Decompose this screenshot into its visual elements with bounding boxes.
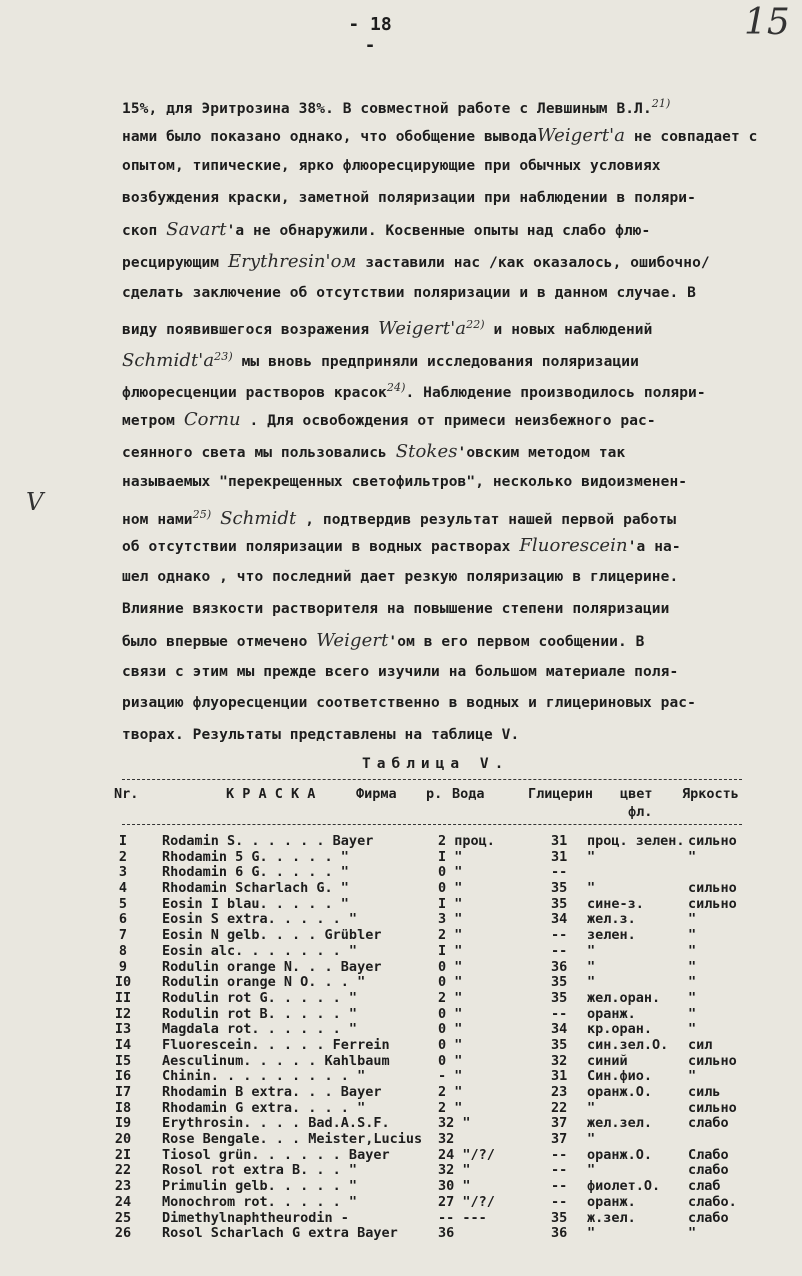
table-row	[0, 1163, 802, 1179]
water-value: 0 "	[438, 880, 463, 897]
table-row	[0, 1226, 802, 1242]
water-value: 24 "/?/	[438, 1146, 495, 1163]
table-row	[0, 1038, 802, 1054]
fluorescence-color: жел.оран.	[587, 989, 661, 1006]
water-value: -- ---	[438, 1209, 487, 1226]
row-number: I5	[114, 1052, 132, 1069]
glycerin-value: 35	[551, 895, 568, 912]
handwritten-insert: Stokes	[395, 440, 458, 462]
row-number: 4	[118, 880, 128, 897]
brightness-value: слабо	[688, 1115, 729, 1132]
brightness-value: силь	[688, 1084, 721, 1100]
fluorescence-color: сине-з.	[587, 895, 644, 912]
brightness-value: "	[688, 1021, 697, 1038]
row-number: 9	[118, 958, 128, 975]
page-number: - 18 -	[348, 14, 392, 56]
typed-text: Влияние вязкости растворителя на повышение степени поляризации	[122, 600, 670, 617]
typed-text: 15%, для Эритрозина 38%. В совместной работе с Левшиным В.Л.	[122, 100, 652, 117]
water-value: 2 проц.	[438, 833, 495, 849]
handwritten-margin-mark: V	[26, 488, 44, 516]
glycerin-value: --	[551, 1005, 568, 1022]
water-value: 27 "/?/	[438, 1193, 495, 1210]
row-number: 24	[114, 1193, 132, 1210]
fluorescence-color: ж.зел.	[587, 1209, 636, 1226]
text-line	[122, 183, 752, 215]
typed-text: . Наблюдение производилось поляри-	[405, 385, 706, 402]
dye-name-and-firm: Chinin. . . . . . . . . "	[162, 1068, 366, 1085]
dye-name-and-firm: Rosol Scharlach G extra Bayer	[162, 1225, 398, 1242]
glycerin-value: --	[551, 864, 568, 881]
text-line	[122, 88, 752, 120]
fluorescence-color: "	[587, 848, 596, 865]
brightness-value: "	[688, 848, 697, 865]
typed-text: флюоресценции растворов красок	[122, 385, 387, 402]
body-paragraph	[122, 88, 758, 751]
brightness-value: "	[688, 927, 697, 944]
handwritten-insert: Weigert	[316, 630, 389, 652]
row-number: I0	[114, 974, 132, 991]
dye-name-and-firm: Rodulin rot B. . . . . "	[162, 1005, 358, 1022]
glycerin-value: --	[551, 1162, 568, 1179]
typed-text: метром	[122, 412, 184, 429]
brightness-value: "	[688, 974, 697, 991]
handwritten-footnote-ref: 24)	[386, 381, 406, 395]
row-number: 8	[118, 942, 128, 959]
typed-text: 'а не обнаружили. Косвенные опыты над слабо флю-	[226, 223, 651, 240]
dye-name-and-firm: Primulin gelb. . . . . "	[162, 1178, 358, 1195]
handwritten-insert: Savart	[166, 219, 227, 241]
table-row	[0, 1101, 802, 1117]
brightness-value: "	[688, 958, 697, 975]
text-line	[122, 594, 752, 626]
header-color: цвет	[620, 786, 653, 802]
table-row	[0, 1069, 802, 1085]
text-line	[122, 341, 752, 373]
dye-name-and-firm: Rodulin orange N O. . . "	[162, 974, 366, 991]
dye-name-and-firm: Monochrom rot. . . . . "	[162, 1193, 358, 1210]
text-line	[122, 657, 752, 689]
fluorescence-color: "	[587, 942, 596, 959]
dye-name-and-firm: Rodulin orange N. . . Bayer	[162, 958, 382, 975]
glycerin-value: 36	[551, 958, 568, 975]
table-row	[0, 960, 802, 976]
text-line	[122, 499, 752, 531]
brightness-value: "	[688, 942, 697, 959]
header-nr: Nr.	[114, 786, 139, 802]
table-row	[0, 850, 802, 866]
typed-text: сеянного света мы пользовались	[122, 444, 396, 461]
water-value: 3 "	[438, 911, 463, 928]
glycerin-value: --	[551, 1178, 568, 1195]
dye-name-and-firm: Eosin N gelb. . . . Grübler	[162, 927, 382, 944]
brightness-value: сил	[688, 1036, 713, 1053]
row-number: 3	[118, 864, 128, 881]
fluorescence-color: "	[587, 1131, 596, 1148]
handwritten-footnote-ref: 21)	[651, 97, 671, 110]
glycerin-value: --	[551, 1193, 568, 1210]
typed-text: ресцирующим	[122, 254, 228, 271]
table-row	[0, 1211, 802, 1227]
water-value: 0 "	[438, 1005, 463, 1022]
table-row	[0, 1195, 802, 1211]
dye-name-and-firm: Rodulin rot G. . . . . "	[162, 989, 358, 1006]
row-number: 7	[118, 927, 128, 944]
header-p: р.	[426, 786, 443, 802]
glycerin-value: 36	[551, 1225, 568, 1242]
glycerin-value: 37	[551, 1131, 568, 1148]
row-number: 23	[114, 1178, 132, 1195]
table-title: Таблица V.	[362, 756, 510, 772]
water-value: 32	[438, 1131, 455, 1148]
table-row	[0, 1148, 802, 1164]
water-value: 32 "	[438, 1162, 471, 1179]
fluorescence-color: жел.з.	[587, 911, 636, 928]
header-kraska: К Р А С К А	[226, 786, 316, 802]
handwritten-insert: Weigert'a	[537, 124, 626, 146]
table-row	[0, 1007, 802, 1023]
glycerin-value: 34	[551, 911, 568, 928]
typed-text: не совпадает с	[625, 128, 758, 145]
handwritten-insert: Weigert'a	[378, 317, 467, 339]
glycerin-value: 34	[551, 1021, 568, 1038]
table-row	[0, 991, 802, 1007]
row-number: 6	[118, 911, 128, 928]
fluorescence-color: оранж.О.	[587, 1084, 653, 1100]
typed-text: об отсутствии поляризации в водных растворах	[122, 539, 520, 556]
brightness-value: "	[688, 911, 697, 928]
brightness-value: сильно	[688, 895, 737, 912]
water-value: 2 "	[438, 989, 463, 1006]
glycerin-value: 32	[551, 1052, 568, 1069]
fluorescence-color: синий	[587, 1052, 628, 1069]
typed-text: связи с этим мы прежде всего изучили на большом материале поля-	[122, 663, 679, 680]
water-value: 36	[438, 1225, 455, 1242]
typed-text: ризацию флуоресценции соответственно в водных и глицериновых рас-	[122, 695, 696, 712]
typed-text: ном нами	[122, 511, 193, 528]
glycerin-value: 35	[551, 974, 568, 991]
brightness-value: "	[688, 1005, 697, 1022]
table-body	[0, 834, 802, 1242]
water-value: 2 "	[438, 1099, 463, 1116]
table-row	[0, 897, 802, 913]
fluorescence-color: фиолет.О.	[587, 1178, 661, 1195]
typed-text: шел однако , что последний дает резкую поляризацию в глицерине.	[122, 568, 679, 585]
glycerin-value: 37	[551, 1115, 568, 1132]
brightness-value: сильно	[688, 1052, 737, 1069]
typed-text: 'а на-	[627, 539, 681, 556]
water-value: 0 "	[438, 1036, 463, 1053]
fluorescence-color: оранж.О.	[587, 1146, 653, 1163]
text-line	[122, 246, 752, 278]
glycerin-value: 23	[551, 1084, 568, 1100]
brightness-value: "	[688, 1068, 697, 1085]
dye-name-and-firm: Rhodamin G extra. . . . "	[162, 1099, 366, 1116]
text-line	[122, 214, 752, 246]
table-row	[0, 975, 802, 991]
fluorescence-color: "	[587, 1099, 596, 1116]
dye-name-and-firm: Eosin I blau. . . . . "	[162, 895, 349, 912]
typed-text: , подтвердив результат нашей первой работы	[296, 511, 677, 528]
fluorescence-color: проц. зелен.	[587, 833, 685, 849]
typed-text: нами было показано однако, что обобщение вывода	[122, 128, 537, 145]
glycerin-value: 35	[551, 989, 568, 1006]
dye-name-and-firm: Dimethylnaphtheurodin -	[162, 1209, 349, 1226]
glycerin-value: 22	[551, 1099, 568, 1116]
text-line	[122, 404, 752, 436]
text-line	[122, 309, 752, 341]
typed-text: возбуждения краски, заметной поляризации при наблюдении в поляри-	[122, 189, 696, 206]
dye-name-and-firm: Erythrosin. . . . Bad.A.S.F.	[162, 1115, 390, 1132]
typed-text: было впервые отмечено	[122, 634, 317, 651]
water-value: I "	[438, 942, 463, 959]
header-firma: Фирма	[356, 786, 397, 802]
handwritten-insert: Fluorescein	[519, 535, 628, 557]
brightness-value: слабо	[688, 1162, 729, 1179]
typed-text: мы вновь предприняли исследования поляризации	[232, 353, 639, 370]
brightness-value: "	[688, 989, 697, 1006]
fluorescence-color: зелен.	[587, 927, 636, 944]
handwritten-insert: Schmidt	[220, 507, 297, 529]
water-value: 32 "	[438, 1115, 471, 1132]
table-header	[114, 786, 754, 822]
fluorescence-color: "	[587, 880, 596, 897]
text-line	[122, 688, 752, 720]
row-number: 20	[114, 1131, 132, 1148]
fluorescence-color: "	[587, 1162, 596, 1179]
dye-name-and-firm: Aesculinum. . . . . Kahlbaum	[162, 1052, 390, 1069]
table-row	[0, 834, 802, 850]
glycerin-value: 35	[551, 1209, 568, 1226]
table-row	[0, 1132, 802, 1148]
water-value: 2 "	[438, 1084, 463, 1100]
table-row	[0, 865, 802, 881]
handwritten-footnote-ref: 25)	[192, 507, 212, 521]
header-brightness: Яркость	[682, 786, 739, 802]
dye-name-and-firm: Rhodamin B extra. . . Bayer	[162, 1084, 382, 1100]
brightness-value: слаб	[688, 1178, 721, 1195]
row-number: I4	[114, 1036, 132, 1053]
glycerin-value: 35	[551, 880, 568, 897]
table-row	[0, 912, 802, 928]
brightness-value: Слабо	[688, 1146, 729, 1163]
fluorescence-color: жел.зел.	[587, 1115, 653, 1132]
header-voda: Вода	[452, 786, 485, 802]
row-number: 5	[118, 895, 128, 912]
typed-text: 'овским методом так	[457, 444, 626, 461]
brightness-value: сильно	[688, 880, 737, 897]
text-line	[122, 278, 752, 310]
row-number: 2I	[114, 1146, 132, 1163]
row-number: II	[114, 989, 132, 1006]
text-line	[122, 562, 752, 594]
text-line	[122, 720, 752, 752]
glycerin-value: 31	[551, 833, 568, 849]
fluorescence-color: оранж.	[587, 1005, 636, 1022]
table-row	[0, 1085, 802, 1101]
header-color-2: фл.	[628, 804, 653, 820]
glycerin-value: --	[551, 1146, 568, 1163]
text-line	[122, 625, 752, 657]
table-header-rule	[122, 824, 742, 825]
brightness-value: сильно	[688, 1099, 737, 1116]
brightness-value: слабо.	[688, 1193, 737, 1210]
text-line	[122, 120, 758, 152]
row-number: I9	[114, 1115, 132, 1132]
typed-text: скоп	[122, 223, 167, 240]
glycerin-value: --	[551, 942, 568, 959]
table-row	[0, 1054, 802, 1070]
glycerin-value: 31	[551, 1068, 568, 1085]
row-number: I2	[114, 1005, 132, 1022]
fluorescence-color: "	[587, 974, 596, 991]
typed-text: и новых наблюдений	[484, 321, 653, 338]
fluorescence-color: "	[587, 958, 596, 975]
typed-text: виду появившегося возражения	[122, 321, 379, 338]
typed-text: творах. Результаты представлены на таблице V.	[122, 726, 520, 743]
typed-text: называемых "перекрещенных светофильтров", несколько видоизменен-	[122, 474, 688, 491]
row-number: 25	[114, 1209, 132, 1226]
glycerin-value: 31	[551, 848, 568, 865]
handwritten-footnote-ref: 23)	[214, 349, 233, 363]
handwritten-insert: Cornu	[183, 408, 241, 430]
row-number: I8	[114, 1099, 132, 1116]
table-row	[0, 1179, 802, 1195]
table-row	[0, 1116, 802, 1132]
water-value: 2 "	[438, 927, 463, 944]
dye-name-and-firm: Magdala rot. . . . . . "	[162, 1021, 358, 1038]
handwritten-insert: Erythresin'ом	[227, 250, 357, 272]
typed-text	[211, 512, 220, 528]
water-value: I "	[438, 848, 463, 865]
row-number: I3	[114, 1021, 132, 1038]
dye-name-and-firm: Rodamin S. . . . . . Bayer	[162, 833, 374, 849]
fluorescence-color: син.зел.О.	[587, 1036, 669, 1053]
water-value: 0 "	[438, 1052, 463, 1069]
brightness-value: сильно	[688, 833, 737, 849]
typed-text: 'ом в его первом сообщении. В	[388, 634, 645, 651]
handwritten-footnote-ref: 22)	[466, 318, 485, 332]
handwritten-sheet-number: 15	[744, 2, 790, 43]
text-line	[122, 436, 752, 468]
typed-text: . Для освобождения от примеси неизбежного рас-	[240, 412, 656, 429]
row-number: I6	[114, 1068, 132, 1085]
brightness-value: слабо	[688, 1209, 729, 1226]
table-top-rule	[122, 779, 742, 780]
water-value: 0 "	[438, 958, 463, 975]
typed-text: заставили нас /как оказалось, ошибочно/	[356, 254, 710, 271]
fluorescence-color: оранж.	[587, 1193, 636, 1210]
table-row	[0, 1022, 802, 1038]
typed-text: сделать заключение об отсутствии поляризации и в данном случае. В	[122, 284, 696, 301]
text-line	[122, 151, 752, 183]
handwritten-insert: Schmidt'a	[122, 349, 215, 371]
row-number: 26	[114, 1225, 132, 1242]
table-row	[0, 881, 802, 897]
text-line	[122, 467, 752, 499]
dye-name-and-firm: Fluorescein. . . . . Ferrein	[162, 1036, 390, 1053]
fluorescence-color: "	[587, 1225, 596, 1242]
dye-name-and-firm: Rosol rot extra B. . . "	[162, 1162, 358, 1179]
row-number: I	[118, 833, 128, 849]
water-value: 0 "	[438, 864, 463, 881]
water-value: 0 "	[438, 1021, 463, 1038]
row-number: 22	[114, 1162, 132, 1179]
glycerin-value: --	[551, 927, 568, 944]
dye-name-and-firm: Rhodamin 6 G. . . . . "	[162, 864, 349, 881]
brightness-value: "	[688, 1225, 697, 1242]
dye-name-and-firm: Eosin alc. . . . . . . "	[162, 942, 358, 959]
row-number: 2	[118, 848, 128, 865]
water-value: 30 "	[438, 1178, 471, 1195]
water-value: 0 "	[438, 974, 463, 991]
table-row	[0, 944, 802, 960]
dye-name-and-firm: Tiosol grün. . . . . . Bayer	[162, 1146, 390, 1163]
text-line	[122, 530, 752, 562]
dye-name-and-firm: Rose Bengale. . . Meister,Lucius	[162, 1131, 423, 1148]
glycerin-value: 35	[551, 1036, 568, 1053]
table-row	[0, 928, 802, 944]
dye-name-and-firm: Rhodamin 5 G. . . . . "	[162, 848, 349, 865]
dye-name-and-firm: Eosin S extra. . . . . "	[162, 911, 358, 928]
text-line	[122, 372, 752, 404]
water-value: - "	[438, 1068, 463, 1085]
dye-name-and-firm: Rhodamin Scharlach G. "	[162, 880, 349, 897]
fluorescence-color: Син.фио.	[587, 1068, 653, 1085]
header-glycerin: Глицерин	[528, 786, 594, 802]
water-value: I "	[438, 895, 463, 912]
row-number: I7	[114, 1084, 132, 1100]
fluorescence-color: кр.оран.	[587, 1021, 653, 1038]
typed-text: опытом, типические, ярко флюоресцирующие при обычных условиях	[122, 158, 661, 175]
